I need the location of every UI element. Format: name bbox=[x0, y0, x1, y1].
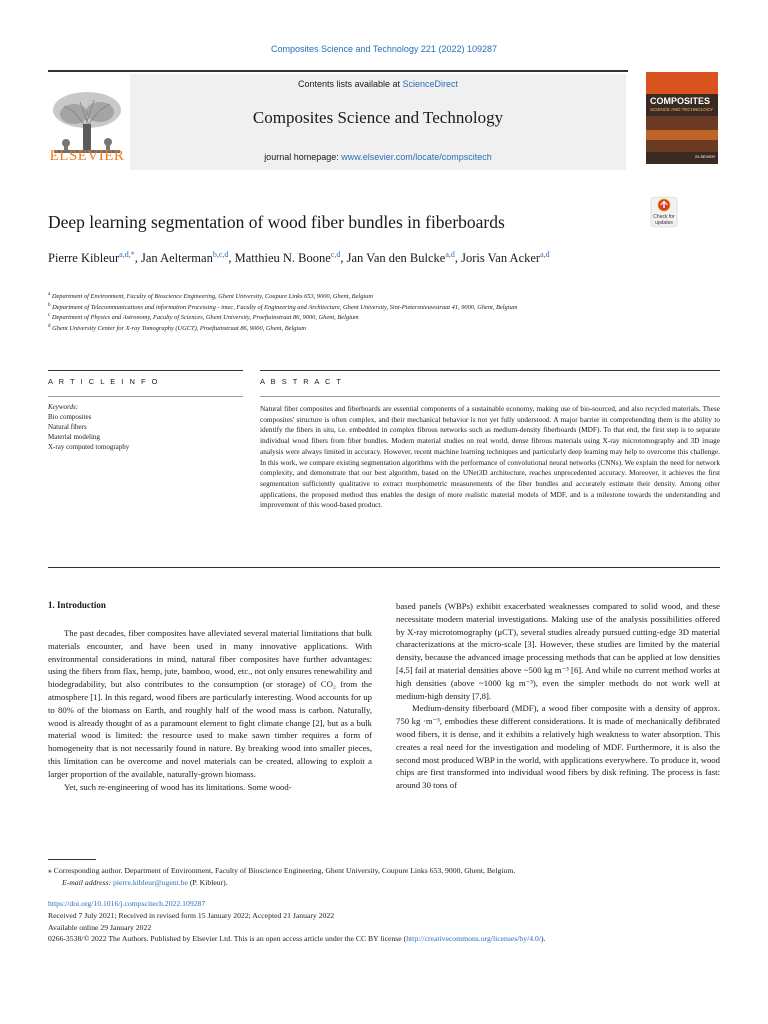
received-dates: Received 7 July 2021; Received in revised form 15 January 2022; Accepted 21 January 2022 bbox=[48, 910, 335, 920]
keyword: Bio composites bbox=[48, 413, 92, 421]
article-info-heading: A R T I C L E I N F O bbox=[48, 377, 160, 386]
license-line bbox=[48, 933, 728, 945]
cover-title: COMPOSITES bbox=[650, 96, 711, 106]
cover-subtitle: SCIENCE AND TECHNOLOGY bbox=[650, 107, 714, 112]
email-label: E-mail address: bbox=[62, 878, 113, 887]
author-affiliation-marks[interactable]: c,d bbox=[330, 250, 341, 259]
author-name[interactable]: Matthieu N. Boone bbox=[234, 251, 331, 266]
author-separator: , bbox=[454, 251, 462, 266]
divider bbox=[48, 396, 243, 397]
body-paragraph: based panels (WBPs) exhibit exacerbated weaknesses compared to solid wood, and these necessitate modern material investigations. Making use of the analysis possibilities offered by X-ray microtomography (μCT), several studies already pursued cutting-edge 3D material characterizations at the micro-scale [3]. However, these studies are limited by the material density, because the advanced image processing methods that can be applied at low densities [4,5] fail at material densities above ~500 kg m⁻³ [6]. And while no current method works at high densities (above ~1000 kg m⁻³), even the simpler methods do not work well at medium-high density [7,8]. bbox=[396, 601, 720, 701]
author-name[interactable]: Jan Aelterman bbox=[140, 251, 213, 266]
license-suffix: ). bbox=[541, 934, 546, 944]
divider bbox=[48, 370, 243, 371]
available-online: Available online 29 January 2022 bbox=[48, 922, 152, 932]
author-affiliation-marks[interactable]: b,c,d bbox=[212, 250, 229, 259]
homepage-link[interactable]: www.elsevier.com/locate/compscitech bbox=[341, 152, 492, 162]
license-prefix: 0266-3538/© 2022 The Authors. Published by Elsevier Ltd. This is an open access article under the CC BY license ( bbox=[48, 934, 407, 944]
license-link[interactable]: http://creativecommons.org/licenses/by/4.0/ bbox=[406, 934, 541, 944]
keyword: Material modeling bbox=[48, 433, 100, 441]
homepage-line bbox=[130, 152, 626, 162]
affiliation-item bbox=[48, 291, 678, 302]
author-separator: , bbox=[134, 251, 141, 266]
author-separator: , bbox=[340, 251, 347, 266]
body-column-left bbox=[48, 627, 372, 793]
affiliation-text: Department of Environment, Faculty of Bioscience Engineering, Ghent University, Coupure Links 653, 9000, Ghent, Belgium bbox=[51, 293, 373, 301]
body-paragraph: Yet, such re-engineering of wood has its limitations. Some wood- bbox=[64, 781, 292, 792]
keyword: Natural fibers bbox=[48, 423, 87, 431]
body-column-right bbox=[396, 600, 720, 792]
keywords-list bbox=[48, 412, 243, 452]
affiliation-text: Ghent University Center for X-ray Tomography (UGCT), Proeftuinstraat 86, 9000, Ghent, Belgium bbox=[52, 324, 306, 332]
author-affiliation-marks[interactable]: a,d,* bbox=[119, 250, 135, 259]
affiliation-mark: d bbox=[48, 323, 51, 329]
affiliation-mark: a bbox=[48, 292, 51, 297]
footnote-divider bbox=[48, 859, 96, 860]
article-title: Deep learning segmentation of wood fiber bundles in fiberboards bbox=[48, 212, 505, 232]
section-heading-introduction: 1. Introduction bbox=[48, 600, 106, 610]
email-line bbox=[48, 877, 720, 889]
affiliation-item bbox=[48, 302, 678, 313]
contents-line bbox=[130, 79, 626, 89]
journal-name[interactable]: Composites Science and Technology bbox=[252, 108, 504, 127]
journal-reference[interactable]: Composites Science and Technology 221 (2022) 109287 bbox=[271, 44, 497, 54]
affiliation-item bbox=[48, 323, 678, 334]
author-separator: , bbox=[228, 251, 235, 266]
keywords-block bbox=[48, 402, 243, 452]
corresponding-author: ⁎ Corresponding author. Department of Environment, Faculty of Bioscience Engineering, Ghent University, Coupure Links 653, 9000, Ghent, Belgium. bbox=[48, 866, 516, 875]
author-list bbox=[48, 247, 698, 266]
divider bbox=[48, 567, 720, 568]
abstract-heading: A B S T R A C T bbox=[260, 377, 343, 386]
affiliations bbox=[48, 291, 678, 333]
divider bbox=[260, 396, 720, 397]
divider bbox=[260, 370, 720, 371]
body-paragraph: Medium-density fiberboard (MDF), a wood fiber composite with a density of approx. 750 kg ·m⁻³, embodies these different considerations. It is made of mechanically defibrated wood fibers, it is dense, and it exhibits a relatively high weakness to water absorption. This creates a real need for the investigation and modeling of MDF. Furthermore, it is also the second most produced WBP in the world, with applications everywhere. To produce it, wood chips are first transformed into individual wood fibers by disk refining. The process is fast: around 30 tons of bbox=[396, 703, 720, 791]
homepage-prefix: journal homepage: bbox=[264, 152, 342, 162]
affiliation-text: Department of Telecommunications and information Processing - imec, Faculty of Engineering and Architecture, Ghent University, Sint-Pietersnieuwstraat 41, 9000, Ghent, Belgium bbox=[52, 303, 518, 311]
affiliation-item bbox=[48, 312, 678, 323]
affiliation-mark: c bbox=[48, 313, 51, 319]
doi-link[interactable]: https://doi.org/10.1016/j.compscitech.2022.109287 bbox=[48, 899, 206, 908]
body-paragraph: The past decades, fiber composites have alleviated several material limitations that bulk materials encounter, and have been used in many innovative applications. With environmental considerations in mind, natural fiber composites have further advantages: using the fibers from flax, hemp, jute, bamboo, wood, etc., not only ensures renewability and biodegradability, but also contributes to the consumption (or storage) of CO₂ from the atmosphere [1]. In this regard, wood fibers are particularly interesting. Wood accounts for up to 80% of the biomass on Earth, and roughly half of the wood mass is carbon. Naturally, wood is already thought of as a paramount element to fight climate change [2], but as a bulk material wood is limited: the resource used to make sawn timber requires a form of homogeneity that is not necessarily found in nature. By breaking wood into smaller pieces, this limitation can be overcome and novel materials can be created, allowing to exploit a larger proportion of the available, naturally-grown biomass. bbox=[48, 628, 372, 779]
affiliation-text: Department of Physics and Astronomy, Faculty of Sciences, Ghent University, Proeftuinstraat 86, 9000, Ghent, Belgium bbox=[51, 314, 359, 322]
footnote bbox=[48, 865, 720, 889]
author-name[interactable]: Pierre Kibleur bbox=[48, 251, 120, 266]
affiliation-mark: b bbox=[48, 302, 51, 308]
contents-prefix: Contents lists available at bbox=[297, 79, 403, 89]
author-name[interactable]: Joris Van Acker bbox=[461, 251, 541, 266]
publisher-wordmark: ELSEVIER bbox=[49, 148, 125, 164]
author-name[interactable]: Jan Van den Bulcke bbox=[346, 251, 446, 266]
publication-info bbox=[48, 898, 728, 945]
keywords-label: Keywords: bbox=[48, 403, 79, 411]
cover-brand: ELSEVIER bbox=[695, 154, 715, 159]
author-affiliation-marks[interactable]: a,d bbox=[540, 250, 550, 259]
author-affiliation-marks[interactable]: a,d bbox=[445, 250, 455, 259]
email-suffix: (P. Kibleur). bbox=[187, 878, 228, 887]
sciencedirect-link[interactable]: ScienceDirect bbox=[402, 79, 459, 89]
abstract-text: Natural fiber composites and fiberboards are essential components of a sustainable economy, making use of bio-sourced, and also recycled materials. These composites' structure is often complex, and their mechanical behavior is not yet fully understood. A major barrier in comprehending them is the ability to identify the fibers in situ, i.e. embedded in complex fibrous networks such as medium-density fiberboards (MDF). To that end, the first step is to separate individual wood fibers from fiber bundles. Modern material studies on real world, dense fibrous materials using X-ray microtomography and 3D image analysis were always limited in accuracy. However, recent machine learning techniques and particularly deep learning may help to overcome this challenge. In this work, we compare existing segmentation algorithms with the performance of convolutional neural networks (CNNs). We explain the need for network complexity, and demonstrate that our best algorithm, based on the UNet3D architecture, reaches unprecedented accuracy. Moreover, it achieves the first segmentation sufficiently qualitative to extract morphometric measurements of the fiber bundles and accurately estimate their density. Among other applications, the proposed method thus enables the design of more realistic material models of MDF, and is a milestone towards the understanding and improvement of this wood-based product. bbox=[260, 404, 720, 510]
email-link[interactable]: pierre.kibleur@ugent.be bbox=[112, 878, 188, 887]
keyword: X-ray computed tomography bbox=[48, 443, 130, 451]
check-for-updates-label[interactable]: Check for updates bbox=[653, 214, 675, 226]
journal-cover-thumbnail[interactable] bbox=[646, 72, 718, 164]
